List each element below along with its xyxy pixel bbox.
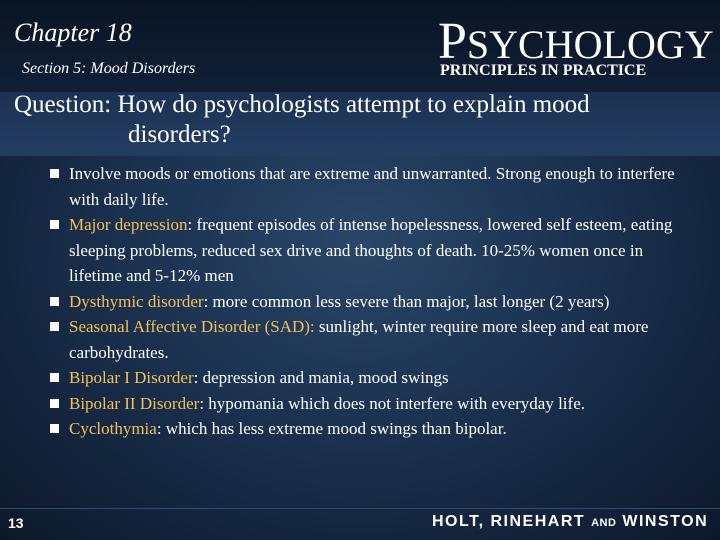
bullet-square-icon [50,220,59,229]
bullet-square-icon [50,169,59,178]
bullet-square-icon [50,373,59,382]
bullet-term: Seasonal Affective Disorder (SAD): [69,317,315,336]
chapter-title: Chapter 18 [14,18,132,47]
bullet-text: : depression and mania, mood swings [193,368,449,387]
page-number: 13 [8,515,24,531]
bullet-square-icon [50,399,59,408]
bullet-item [50,314,690,365]
bullet-term: Major depression [69,215,188,234]
bullet-square-icon [50,322,59,331]
bullet-item [50,161,690,212]
bullet-item [50,416,690,442]
publisher-name-a: HOLT, RINEHART [432,513,592,530]
bullet-term: Dysthymic disorder [69,291,204,311]
publisher-and: AND [591,517,617,529]
section-title: Section 5: Mood Disorders [22,60,196,77]
brand-subtitle: PRINCIPLES IN PRACTICE [440,62,647,79]
publisher-name-b: WINSTON [616,513,709,530]
bullet-text: : more common less severe than major, last longer (2 years) [203,291,610,311]
bullet-term: Cyclothymia [69,419,157,438]
question-line-1: Question: How do psychologists attempt to explain mood [14,91,590,118]
bullet-term: Bipolar II Disorder [69,393,200,413]
bullet-text: sunlight, winter require more sleep and eat more carbohydrates. [69,317,649,362]
bullet-text: : hypomania which does not interfere with everyday life. [199,393,585,413]
bullet-text: Involve moods or emotions that are extreme and unwarranted. Strong enough to interfere with daily life. [69,164,675,209]
footer-divider [0,508,720,509]
bullet-text: : which has less extreme mood swings than bipolar. [156,419,507,438]
bullet-list [50,161,690,442]
bullet-square-icon [50,297,59,306]
bullet-item [50,365,690,391]
brand-title-rest: SYCHOLOGY [466,22,714,67]
bullet-item [50,212,690,289]
question-line-2: disorders? [128,121,231,148]
bullet-item [50,289,690,315]
bullet-term: Bipolar I Disorder [69,368,194,387]
bullet-square-icon [50,424,59,433]
bullet-item [50,391,690,417]
bullet-text: : frequent episodes of intense hopelessness, lowered self esteem, eating sleeping problems, reduced sex drive and thoughts of death. 10-25% women once in lifetime and 5-12% men [69,215,673,285]
question-heading [0,90,700,150]
publisher-logo [432,513,708,531]
brand-title-cap: P [438,13,467,70]
